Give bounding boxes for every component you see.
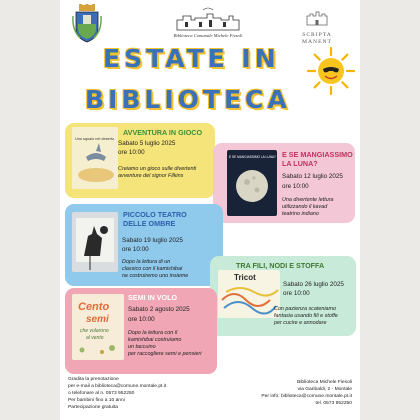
- book-cover-luna: [227, 150, 277, 216]
- event-date-luna: Sabato 12 luglio 2025: [282, 173, 343, 180]
- event-time-avventura: ore 10:00: [118, 149, 145, 156]
- event-desc-semi-2: kamishibai costruiamo: [128, 337, 182, 343]
- event-desc-teatro-2: classico con il kamishibai: [122, 266, 183, 272]
- event-title-luna-1: E SE MANGIASSIMO: [282, 150, 353, 159]
- book-cover-tricot: [218, 270, 280, 318]
- event-desc-fili-1: Con pazienza scateniamo: [274, 306, 337, 312]
- sun-icon: [306, 46, 356, 96]
- poster-title-line1: ESTATE IN: [103, 44, 280, 73]
- event-desc-semi-1: Dopo la lettura con il: [128, 330, 178, 336]
- book-cover-cento-semi-title-3: che volarono: [80, 328, 109, 334]
- event-desc-luna-2: utilizzando il kavad: [282, 204, 328, 210]
- scripta-manent-logo: [288, 10, 346, 45]
- event-time-semi: ore 10:00: [128, 316, 155, 323]
- event-time-luna: ore 10:00: [282, 183, 309, 190]
- event-date-avventura: Sabato 5 luglio 2025: [118, 140, 176, 147]
- book-cover-luna-title: E SE MANGIASSIMO LA LUNA?: [229, 155, 276, 159]
- book-cover-cento-semi-title-1: Cento: [78, 301, 110, 313]
- poster-title-line2: BIBLIOTECA: [85, 85, 291, 114]
- footer-right-3: Per info: biblioteca@comune.montale.pt.it: [261, 394, 352, 399]
- event-desc-avventura-2: avventure del signor Filkins: [118, 173, 184, 179]
- municipal-crest-icon: [72, 4, 102, 44]
- event-date-semi: Sabato 2 agosto 2025: [128, 306, 190, 313]
- event-desc-teatro-3: ne costruiremo uno insieme: [122, 273, 189, 279]
- moon-illustration-icon: [227, 150, 277, 216]
- event-time-teatro: ore 10:00: [122, 246, 149, 253]
- book-cover-cento-semi: [72, 294, 124, 360]
- footer-left-5: Partecipazione gratuita: [68, 405, 119, 410]
- book-cover-cento-semi-title-4: al vento: [86, 335, 104, 341]
- poster: [60, 0, 360, 420]
- event-time-fili: ore 10:00: [283, 290, 310, 297]
- footer-right-1: Biblioteca Michele Fiesoli: [297, 380, 352, 385]
- scripta-castle-icon: [304, 10, 330, 26]
- event-desc-luna-3: teatrino indiano: [282, 211, 319, 217]
- event-desc-luna-1: Una divertente lettura: [282, 197, 334, 203]
- shadow-puppet-icon: [72, 212, 118, 272]
- event-title-teatro-2: DELLE OMBRE: [123, 219, 176, 228]
- footer-left-1: Gradita la prenotazione: [68, 377, 119, 382]
- event-desc-semi-3: un taccuino: [128, 344, 156, 350]
- shadow-theatre-photo: [72, 212, 118, 272]
- event-date-teatro: Sabato 19 luglio 2025: [122, 237, 183, 244]
- event-title-fili: TRA FILI, NODI E STOFFA: [236, 261, 325, 270]
- seed-illustration-icon: [72, 294, 124, 360]
- footer-left-4: Per bambini fino a 10 anni: [68, 398, 125, 403]
- event-desc-semi-4: per raccogliere semi e pensieri: [128, 351, 202, 357]
- footer-right-4: tel. 0573 952250: [315, 401, 352, 406]
- library-logo: [158, 6, 258, 42]
- event-date-fili: Sabato 26 luglio 2025: [283, 281, 344, 288]
- book-cover-tricot-title: Tricot: [234, 273, 256, 282]
- event-title-luna-2: LA LUNA?: [282, 159, 318, 168]
- event-title-teatro-1: PICCOLO TEATRO: [123, 210, 187, 219]
- book-cover-squalo-title: Uno squalo nel deserto: [75, 137, 115, 141]
- scripta-line2: MANENT: [302, 39, 332, 45]
- footer-right-2: via Garibaldi, 2 - Montale: [297, 387, 352, 392]
- book-cover-cento-semi-title-2: semi: [86, 314, 109, 325]
- event-desc-fili-3: per cucire e annodare: [274, 320, 327, 326]
- book-cover-squalo: [72, 127, 118, 189]
- event-title-avventura: AVVENTURA IN GIOCO: [123, 128, 203, 137]
- library-logo-text: Biblioteca Comunale Michele Fiesoli: [173, 33, 243, 38]
- footer-left-3: o telefonare al n. 0573 952250: [68, 391, 135, 396]
- event-desc-fili-2: fantasia usando fili e stoffe: [274, 313, 338, 319]
- footer-left-2: per e-mail a biblioteca@comune.montale.pt.it: [68, 384, 167, 389]
- event-desc-teatro-1: Dopo la lettura di un: [122, 259, 171, 265]
- scripta-line1: SCRIPTA: [302, 32, 332, 38]
- library-building-icon: [173, 6, 243, 32]
- event-title-semi: SEMI IN VOLO: [128, 293, 178, 302]
- event-desc-avventura-1: Creiamo un gioco sulle divertenti: [118, 166, 197, 172]
